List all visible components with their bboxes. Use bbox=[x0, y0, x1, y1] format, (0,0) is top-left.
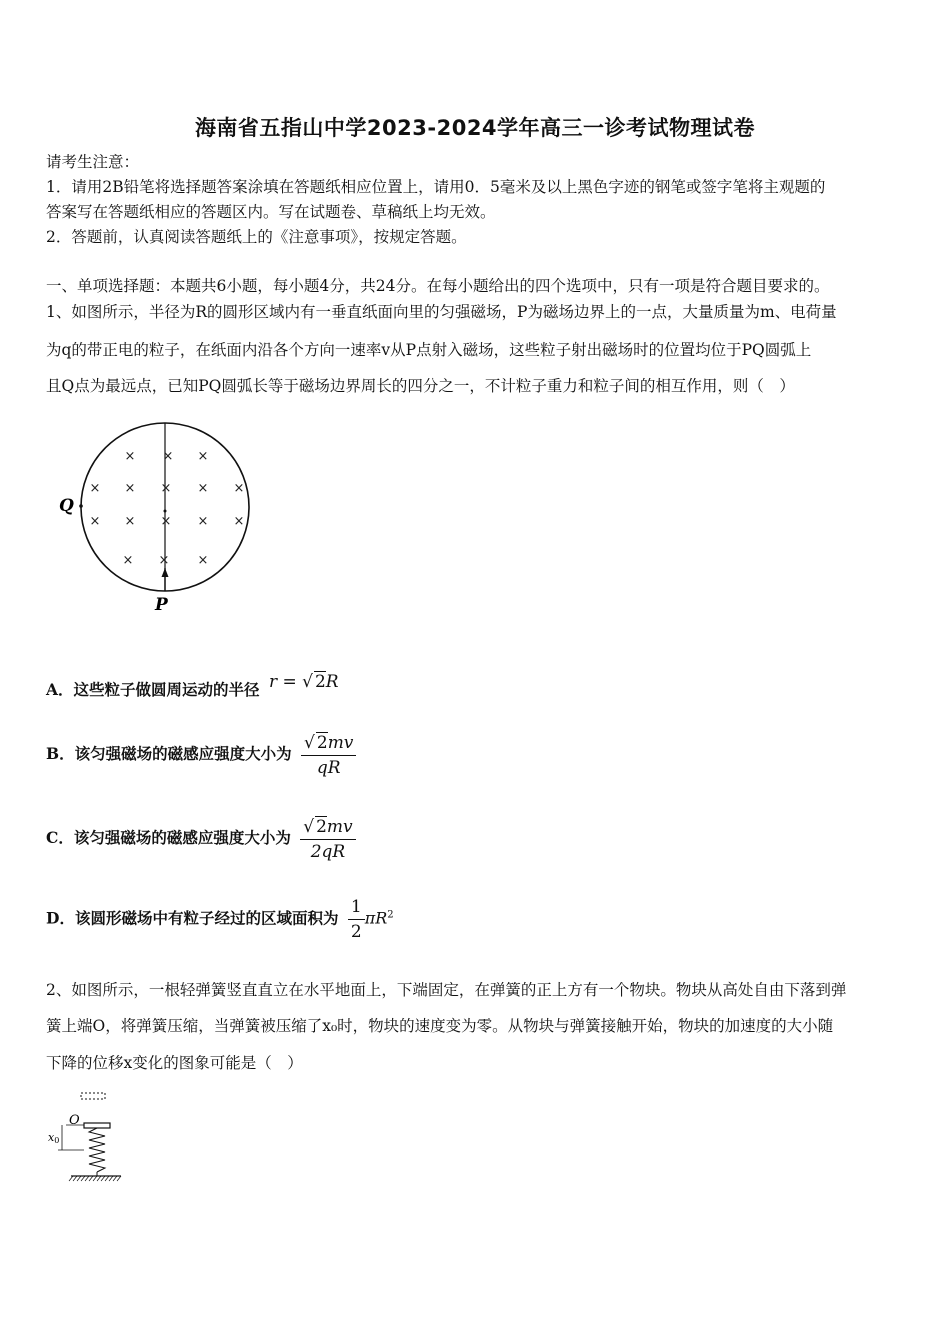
formula-lhs: r = bbox=[268, 672, 297, 692]
option-c-fraction: $\frac{√ 2mv}{2qR}$ bbox=[300, 816, 355, 862]
option-b[interactable] bbox=[46, 732, 356, 778]
option-a[interactable] bbox=[46, 672, 339, 700]
field-cross: × bbox=[124, 449, 136, 464]
label-p: P bbox=[155, 595, 168, 615]
block-dashed bbox=[81, 1093, 105, 1099]
ground-hatch bbox=[69, 1176, 121, 1181]
magnetic-field-diagram bbox=[50, 420, 260, 620]
entry-arrow-head bbox=[162, 568, 169, 577]
question-2-line-2: 簧上端O，将弹簧压缩，当弹簧被压缩了x₀时，物块的速度变为零。从物块与弹簧接触开始，物块的加速度的大小随 bbox=[46, 1017, 834, 1035]
question-1-line-3: 且Q点为最远点，已知PQ圆弧长等于磁场边界周长的四分之一，不计粒子重力和粒子间的相互作用，则（ ） bbox=[46, 377, 795, 395]
option-d-tail: πR bbox=[364, 908, 388, 928]
fraction-numerator: 1 bbox=[348, 897, 365, 920]
option-a-text: A．这些粒子做圆周运动的半径 bbox=[46, 680, 260, 699]
question-1-line-1: 1、如图所示，半径为R的圆形区域内有一垂直纸面向里的匀强磁场，P为磁场边界上的一点，大量质量为m、电荷量 bbox=[46, 303, 837, 321]
option-c[interactable] bbox=[46, 816, 356, 862]
field-cross: × bbox=[158, 553, 170, 568]
field-cross: × bbox=[160, 514, 172, 529]
fraction-denominator: 2 bbox=[350, 922, 362, 942]
question-1-line-2: 为q的带正电的粒子，在纸面内沿各个方向一速率v从P点射入磁场，这些粒子射出磁场时的位置均位于PQ圆弧上 bbox=[46, 341, 812, 359]
spring-plate bbox=[84, 1123, 110, 1128]
fraction-denominator: 2qR bbox=[310, 842, 346, 862]
center-dot bbox=[164, 510, 167, 513]
field-cross: × bbox=[124, 514, 136, 529]
field-cross: × bbox=[233, 514, 245, 529]
label-x0: x0 bbox=[48, 1131, 60, 1145]
label-q: Q bbox=[59, 496, 74, 516]
formula-var: R bbox=[325, 672, 339, 692]
notice-item-1-line-1: 1．请用2B铅笔将选择题答案涂填在答题纸相应位置上，请用0．5毫米及以上黑色字迹的钢笔或签字笔将主观题的 bbox=[46, 178, 826, 196]
question-2-line-3: 下降的位移x变化的图象可能是（ ） bbox=[46, 1054, 303, 1072]
field-crosses bbox=[90, 449, 245, 568]
formula-root: 2 bbox=[314, 672, 326, 692]
option-b-fraction: $\frac{√ 2mv}{qR}$ bbox=[301, 732, 356, 778]
field-cross: × bbox=[160, 481, 172, 496]
field-cross: × bbox=[162, 449, 174, 464]
field-cross: × bbox=[197, 514, 209, 529]
fraction-denominator: qR bbox=[316, 758, 341, 778]
option-a-formula: r = √ 2R bbox=[268, 672, 339, 692]
option-c-text: C．该匀强磁场的磁感应强度大小为 bbox=[46, 828, 291, 847]
field-cross: × bbox=[122, 553, 134, 568]
option-d[interactable] bbox=[46, 897, 394, 942]
fraction-root: 2 bbox=[316, 817, 327, 837]
option-d-exponent: 2 bbox=[387, 909, 394, 921]
field-cross: × bbox=[89, 514, 101, 529]
field-cross: × bbox=[124, 481, 136, 496]
spring-diagram bbox=[44, 1088, 134, 1188]
field-cross: × bbox=[197, 553, 209, 568]
section-1-heading: 一、单项选择题：本题共6小题，每小题4分，共24分。在每小题给出的四个选项中，只有一项是符合题目要求的。 bbox=[46, 277, 830, 295]
fraction-root: 2 bbox=[316, 733, 328, 753]
notice-heading: 请考生注意： bbox=[46, 153, 140, 171]
option-b-text: B．该匀强磁场的磁感应强度大小为 bbox=[46, 744, 292, 763]
field-cross: × bbox=[89, 481, 101, 496]
notice-item-1-line-2: 答案写在答题纸相应的答题区内。写在试题卷、草稿纸上均无效。 bbox=[46, 203, 496, 221]
label-o: O bbox=[69, 1113, 80, 1128]
fraction-numerator: mv bbox=[326, 817, 353, 837]
spring-coil bbox=[89, 1128, 105, 1172]
option-d-text: D．该圆形磁场中有粒子经过的区域面积为 bbox=[46, 908, 339, 928]
field-cross: × bbox=[197, 481, 209, 496]
notice-item-2: 2．答题前，认真阅读答题纸上的《注意事项》，按规定答题。 bbox=[46, 228, 467, 246]
question-2-line-1: 2、如图所示，一根轻弹簧竖直直立在水平地面上，下端固定，在弹簧的正上方有一个物块。物块从高处自由下落到弹 bbox=[46, 981, 847, 999]
point-q-dot bbox=[79, 504, 83, 508]
option-d-fraction bbox=[348, 897, 365, 942]
field-cross: × bbox=[233, 481, 245, 496]
field-cross: × bbox=[197, 449, 209, 464]
fraction-numerator: mv bbox=[327, 733, 354, 753]
page-title: 海南省五指山中学2023-2024学年高三一诊考试物理试卷 bbox=[194, 116, 756, 140]
